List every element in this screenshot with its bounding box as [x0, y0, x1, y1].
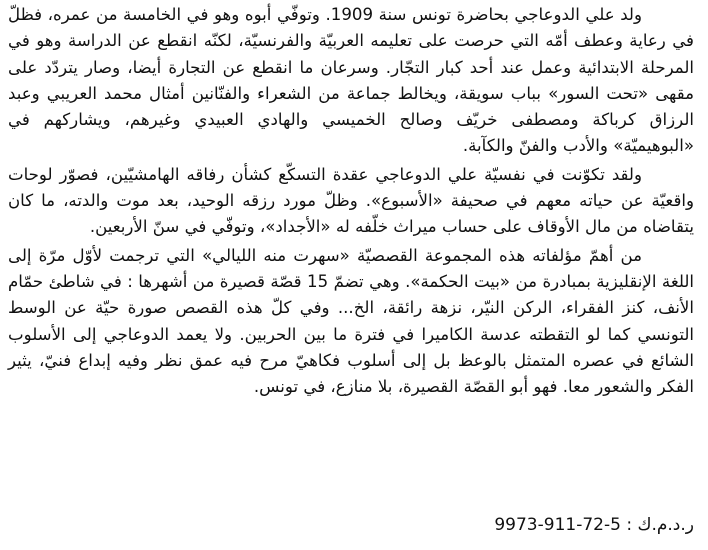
isbn-label: ر.د.م.ك :	[626, 515, 694, 535]
paragraph-later-life: ولقد تكوّنت في نفسيّة علي الدوعاجي عقدة التسكّع كشأن رفاقه الهامشيّين، فصوّر لوحات واقعيّة عن حياته معهم في صحيفة «الأسبوع». وظلّ مورد رزقه الوحيد، بعد موت والدته، ما كان يتقاضاه من مال الأوقاف على حساب ميراث خلّفه له «الأجداد»، وتوفّي في سنّ الأربعين.	[8, 164, 694, 237]
paragraph-early-life: ولد علي الدوعاجي بحاضرة تونس سنة 1909. وتوفّي أبوه وهو في الخامسة من عمره، فظلّ في رعاية وعطف أمّه التي حرصت على تعليمه العربيّة والفرنسيّة، لكنّه انقطع عن الدراسة وهو في المرحلة الابتدائية وعمل عند أحد كبار التجّار. وسرعان ما انقطع عن التجارة أيضا، وصار يتردّد على مقهى «تحت السور» بباب سويقة، ويخالط جماعة من الشعراء والفنّانين أمثال محمد العريبي وعبد الرزاق كرباكة ومصطفى خريّف وصالح الخميسي والهادي العبيدي وغيرهم، ويشاركهم في «البوهيميّة» والأدب والفنّ والكآبة.	[8, 5, 694, 156]
author-biography	[8, 2, 694, 400]
paragraph-works: من أهمّ مؤلفاته هذه المجموعة القصصيّة «سهرت منه الليالي» التي ترجمت لأوّل مرّة إلى اللغة الإنقليزية بمبادرة من «بيت الحكمة». وهي تضمّ 15 قصّة قصيرة من أشهرها : في شاطئ حمّام الأنف، كنز الفقراء، الركن النيّر، نزهة رائقة، الخ... وفي كلّ هذه القصص صورة حيّة عن الوسط التونسي كما لو التقطته عدسة الكاميرا في فترة ما بين الحربين. ولا يعمد الدوعاجي إلى الأسلوب الشائع في عصره المتمثل بالوعظ بل إلى أسلوب فكاهيّ مرح فيه عمق نظر وفيه إبداع فنيّ، يثير الفكر والشعور معا. فهو أبو القصّة القصيرة، بلا منازع، في تونس.	[8, 245, 694, 397]
isbn-line	[0, 510, 694, 540]
isbn-number: 9973-911-72-5	[494, 515, 621, 535]
